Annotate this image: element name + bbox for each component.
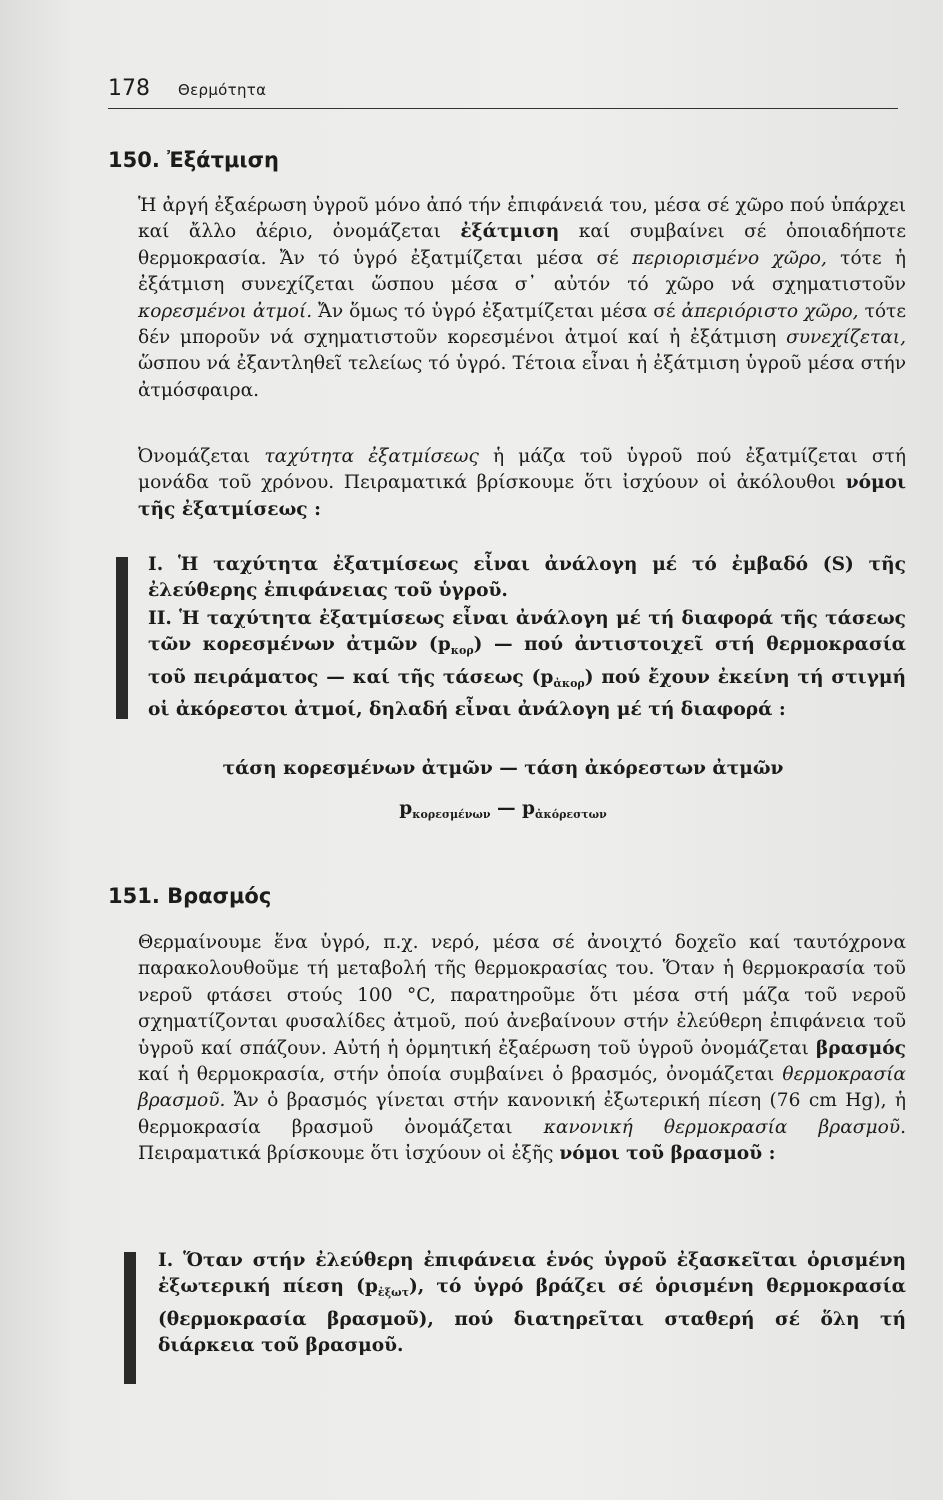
- section-151-paragraph-1: Θερμαίνουμε ἕνα ὑγρό, π.χ. νερό, μέσα σέ ἀνοιχτό δοχεῖο καί ταυτόχρονα παρακολουθοῦμε τή μεταβολή τῆς θερμοκρασίας του. Ὅταν ἡ θερμοκρασία τοῦ νεροῦ φτάσει στούς 100 °C, παρατηροῦμε ὅτι μέσα στή μάζα τοῦ νεροῦ σχηματίζονται φυσαλίδες ἀτμοῦ, πού ἀνεβαίνουν στήν ἐλεύθερη ἐπιφάνεια τοῦ ὑγροῦ καί σπάζουν. Αὐτή ἡ ὁρμητική ἐξαέρωση τοῦ ὑγροῦ ὀνομάζεται βρασμός καί ἡ θερμοκρασία, στήν ὁποία συμβαίνει ὁ βρασμός, ὀνομάζεται θερμοκρασία βρασμοῦ. Ἄν ὁ βρασμός γίνεται στήν κανονική ἐξωτερική πίεση (76 cm Hg), ἡ θερμοκρασία βρασμοῦ ὀνομάζεται κανονική θερμοκρασία βρασμοῦ. Πειραματικά βρίσκουμε ὅτι ἰσχύουν οἱ ἑξῆς νόμοι τοῦ βρασμοῦ :: [138, 932, 906, 1165]
- section-150-title: 150. Ἐξάτμιση: [108, 148, 279, 172]
- section-150-paragraph-2: Ὀνομάζεται ταχύτητα ἐξατμίσεως ἡ μάζα τοῦ ὑγροῦ πού ἐξατμίζεται στή μονάδα τοῦ χρόνου. Πειραματικά βρίσκουμε ὅτι ἰσχύουν οἱ ἀκόλουθοι νόμοι τῆς ἐξατμίσεως :: [138, 446, 906, 520]
- section-150-paragraph-1: Ἡ ἀργή ἐξαέρωση ὑγροῦ μόνο ἀπό τήν ἐπιφάνειά του, μέσα σέ χῶρο πού ὑπάρχει καί ἄλλο ἀέριο, ὀνομάζεται ἐξάτμιση καί συμβαίνει σέ ὁποιαδήποτε θερμοκρασία. Ἄν τό ὑγρό ἐξατμίζεται μέσα σέ περιορισμένο χῶρο, τότε ἡ ἐξάτμιση συνεχίζεται ὥσπου μέσα σ᾽ αὐτόν τό χῶρο νά σχηματιστοῦν κορεσμένοι ἀτμοί. Ἄν ὅμως τό ὑγρό ἐξατμίζεται μέσα σέ ἀπεριόριστο χῶρο, τότε δέν μποροῦν νά σχηματιστοῦν κορεσμένοι ἀτμοί καί ἡ ἐξάτμιση συνεχίζεται, ὥσπου νά ἐξαντληθεῖ τελείως τό ὑγρό. Τέτοια εἶναι ἡ ἐξάτμιση ὑγροῦ μέσα στήν ἀτμόσφαιρα.: [138, 195, 906, 401]
- law-margin-bar: [116, 557, 128, 719]
- section-151-title: 151. Βρασμός: [108, 884, 272, 908]
- running-title: Θερμότητα: [178, 81, 267, 99]
- evaporation-law-2: ΙΙ. Ἡ ταχύτητα ἐξατμίσεως εἶναι ἀνάλογη μέ τή διαφορά τῆς τάσεως τῶν κορεσμένων ἀτμῶν $(p_{\kappa o\rho})$ — πού ἀντιστοιχεῖ στή θερμοκρασία τοῦ πειράματος — καί τῆς τάσεως $(p_{ἀ\kappa o\rho})$ πού ἔχουν ἐκείνη τή στιγμή οἱ ἀκόρεστοι ἀτμοί, δηλαδή εἶναι ἀνάλογη μέ τή διαφορά :: [148, 608, 906, 721]
- boiling-law-1: Ι. Ὅταν στήν ἐλεύθερη ἐπιφάνεια ἑνός ὑγροῦ ἐξασκεῖται ὁρισμένη ἐξωτερική πίεση $(p_{ἐ\xi\omega\tau})$, τό ὑγρό βράζει σέ ὁρισμένη θερμοκρασία (θερμοκρασία βρασμοῦ), πού διατηρεῖται σταθερή σέ ὅλη τή διάρκεια τοῦ βρασμοῦ.: [158, 1250, 906, 1357]
- formula-symbols: $p_{\kappa o\rho\varepsilon\sigma\mu έ\nu\omega\nu}$ — $p_{ἀ\kappa ό\rho\varepsilon\sigma\tau\omega\nu}$: [399, 798, 607, 821]
- formula-words: τάση κορεσμένων ἀτμῶν — τάση ἀκόρεστων ἀτμῶν: [222, 758, 784, 779]
- law-margin-bar-2: [124, 1252, 136, 1384]
- evaporation-law-1: Ι. Ἡ ταχύτητα ἐξατμίσεως εἶναι ἀνάλογη μέ τό ἐμβαδό (S) τῆς ἐλεύθερης ἐπιφάνειας τοῦ ὑγροῦ.: [148, 554, 906, 602]
- term-evaporation-rate: ταχύτητα ἐξατμίσεως: [264, 446, 479, 467]
- term-evaporation: ἐξάτμιση: [460, 221, 560, 243]
- page-number: 178: [108, 76, 150, 101]
- term-boiling: βρασμός: [815, 1037, 906, 1059]
- page-header: [108, 76, 898, 109]
